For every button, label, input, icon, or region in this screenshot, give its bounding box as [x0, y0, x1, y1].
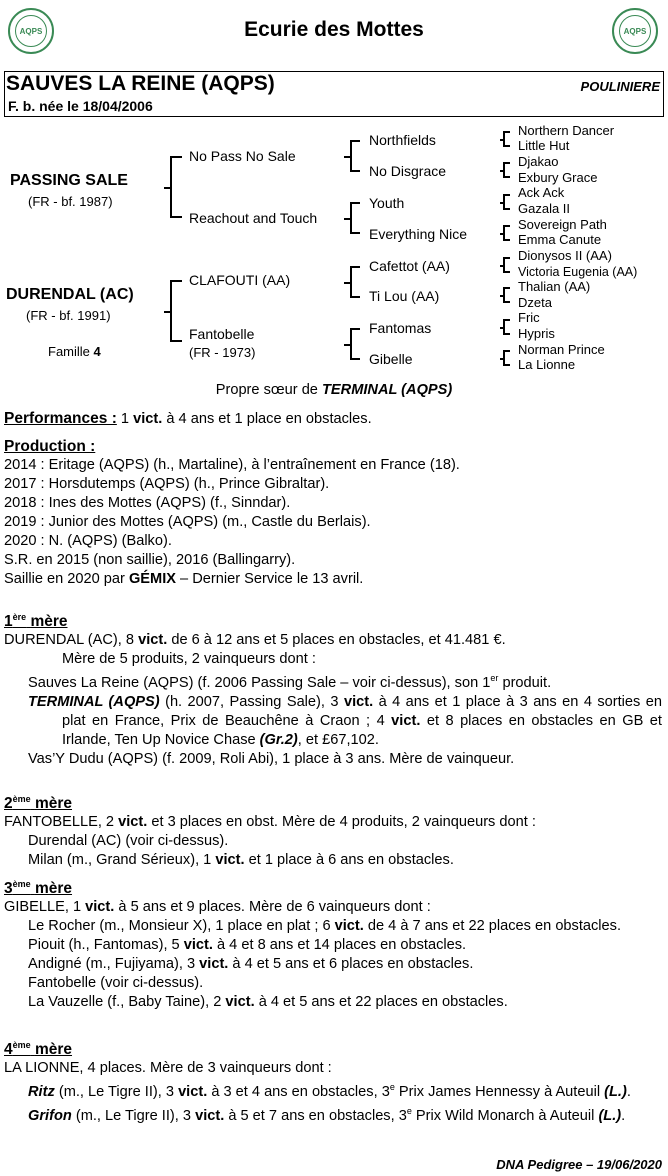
dam-info: (FR - bf. 1991) — [26, 308, 111, 323]
production-line: 2017 : Horsdutemps (AQPS) (h., Prince Gibraltar). — [4, 476, 330, 492]
mere-2-produit: Durendal (AC) (voir ci-dessus). — [28, 833, 229, 850]
gen4-name: Victoria Eugenia (AA) — [518, 265, 638, 279]
bracket-gen2 — [350, 202, 360, 234]
bracket-gen3 — [503, 319, 510, 335]
famille-number: 4 — [93, 344, 101, 359]
mere-3-produit: La Vauzelle (f., Baby Taine), 2 vict. à 4 et 5 ans et 22 places en obstacles. — [28, 994, 508, 1011]
production — [4, 437, 662, 589]
production-line: 2018 : Ines des Mottes (AQPS) (f., Sinndar). — [4, 495, 291, 511]
propre-soeur-name: TERMINAL (AQPS) — [322, 382, 453, 398]
gen4-name: Norman Prince — [518, 342, 605, 357]
gen4-name: Sovereign Path — [518, 217, 607, 232]
bracket-gen2 — [350, 328, 360, 360]
gen4-name: Ack Ack — [518, 185, 565, 200]
mere-1-produit: Sauves La Reine (AQPS) (f. 2006 Passing Sale – voir ci-dessus), son 1er produit. — [28, 673, 552, 692]
gen4-name: Little Hut — [518, 138, 570, 153]
bracket-gen3 — [503, 257, 510, 273]
gen3-name: Fantomas — [369, 320, 432, 336]
gen3-name: Gibelle — [369, 351, 413, 367]
gen3-name: No Disgrace — [369, 163, 447, 179]
gen4-name: Dzeta — [518, 295, 552, 310]
dam-name: DURENDAL (AC) — [6, 286, 134, 303]
mere-2-heading: 2ème mère — [4, 794, 73, 813]
gen4-name: Fric — [518, 310, 540, 325]
gen2-name: CLAFOUTI (AA) — [189, 272, 291, 288]
production-line: S.R. en 2015 (non saillie), 2016 (Ballingarry). — [4, 552, 296, 568]
mere-4-produit: Ritz (m., Le Tigre II), 3 vict. à 3 et 4 ans en obstacles, 3e Prix James Hennessy à Auteuil (L.). — [28, 1082, 631, 1101]
production-line: 2014 : Eritage (AQPS) (h., Martaline), à l’entraînement en France (18). — [4, 457, 460, 473]
mere-4-produit: Grifon (m., Le Tigre II), 3 vict. à 5 et 7 ans en obstacles, 3e Prix Wild Monarch à Auteuil (L.). — [28, 1106, 626, 1124]
horse-birth: F. b. née le 18/04/2006 — [8, 98, 153, 114]
propre-soeur: Propre sœur de TERMINAL (AQPS) — [215, 382, 453, 398]
performances-heading: Performances : — [4, 410, 117, 427]
bracket-gen3 — [503, 350, 510, 366]
mere-3-heading: 3ème mère — [4, 879, 73, 898]
gen3-name: Cafettot (AA) — [369, 258, 450, 274]
mere-3-intro: GIBELLE, 1 vict. à 5 ans et 9 places. Mère de 6 vainqueurs dont : — [4, 899, 431, 916]
mere-4-heading: 4ème mère — [4, 1040, 73, 1059]
sire-name: PASSING SALE — [10, 172, 128, 189]
production-line: 2020 : N. (AQPS) (Balko). — [4, 533, 172, 549]
mere-2-intro: FANTOBELLE, 2 vict. et 3 places en obst. Mère de 4 produits, 2 vainqueurs dont : — [4, 814, 536, 831]
logo-emblem: AQPS — [619, 15, 651, 47]
gen4-name: Exbury Grace — [518, 170, 598, 185]
gen2-note: (FR - 1973) — [189, 345, 256, 360]
mere-1-produit: TERMINAL (AQPS) (h. 2007, Passing Sale), 3 vict. à 4 ans et 1 place à 3 ans en 4 sorties en plat en France, Prix de Beauchêne à Craon ; 4 vict. et 8 places en obstacles en GB et Irlande, Ten Up Novice Chase (Gr.2), et £67,102. — [28, 694, 663, 749]
mere-3-produit: Fantobelle (voir ci-dessus). — [28, 975, 204, 992]
gen3-name: Youth — [369, 195, 405, 211]
bracket-gen3 — [503, 194, 510, 210]
mere-3-produit: Andigné (m., Fujiyama), 3 vict. à 4 et 5 ans et 6 places en obstacles. — [28, 956, 474, 973]
performances: Performances : 1 vict. à 4 ans et 1 place en obstacles. — [4, 410, 372, 427]
mere-2-section — [4, 790, 662, 870]
mere-3-produit: Piouit (h., Fantomas), 5 vict. à 4 et 8 ans et 14 places en obstacles. — [28, 937, 467, 954]
gen4-name: Dionysos II (AA) — [518, 248, 612, 263]
production-line: 2019 : Junior des Mottes (AQPS) (m., Castle du Berlais). — [4, 514, 371, 530]
mere-4-section — [4, 1036, 662, 1126]
bracket-dam — [170, 280, 182, 342]
gen4-name: Djakao — [518, 154, 559, 169]
gen4-name: Emma Canute — [518, 232, 602, 247]
production-heading: Production : — [4, 438, 96, 455]
mere-1-intro: DURENDAL (AC), 8 vict. de 6 à 12 ans et 5 places en obstacles, et 41.481 €. — [4, 632, 506, 649]
saillie-stallion: GÉMIX — [128, 571, 176, 587]
sire-info: (FR - bf. 1987) — [28, 194, 113, 209]
page-title: Ecurie des Mottes — [244, 18, 424, 41]
bracket-gen3 — [503, 162, 510, 178]
bracket-sire — [170, 156, 182, 218]
mere-1-section — [4, 608, 662, 769]
bracket-gen3 — [503, 225, 510, 241]
gen2-name: Fantobelle — [189, 326, 255, 342]
mere-4-intro: LA LIONNE, 4 places. Mère de 3 vainqueurs dont : — [4, 1060, 332, 1077]
gen3-name: Northfields — [369, 132, 436, 148]
gen4-name: Northern Dancer — [518, 123, 615, 138]
mere-3-section — [4, 875, 662, 1012]
gen4-name: Gazala II — [518, 201, 571, 216]
bracket-gen3 — [503, 131, 510, 147]
saillie-line: Saillie en 2020 par GÉMIX – Dernier Service le 13 avril. — [4, 571, 364, 587]
footer-credit: DNA Pedigree – 19/06/2020 — [496, 1157, 662, 1172]
mere-2-produit: Milan (m., Grand Sérieux), 1 vict. et 1 place à 6 ans en obstacles. — [28, 852, 454, 869]
logo-emblem: AQPS — [15, 15, 47, 47]
gen4-name: Hypris — [518, 326, 555, 341]
horse-name: SAUVES LA REINE (AQPS) — [6, 72, 275, 95]
gen2-name: No Pass No Sale — [189, 148, 296, 164]
gen4-name: Thalian (AA) — [518, 279, 591, 294]
mere-3-produit: Le Rocher (m., Monsieur X), 1 place en plat ; 6 vict. de 4 à 7 ans et 22 places en obstacles. — [28, 918, 622, 935]
gen3-name: Ti Lou (AA) — [369, 288, 440, 304]
gen2-name: Reachout and Touch — [189, 210, 318, 226]
mere-1-produits: Mère de 5 produits, 2 vainqueurs dont : — [62, 651, 316, 668]
bracket-gen2 — [350, 140, 360, 172]
gen3-name: Everything Nice — [369, 226, 468, 242]
famille-label: Famille — [48, 344, 90, 359]
bracket-gen2 — [350, 266, 360, 298]
mere-1-produit: Vas’Y Dudu (AQPS) (f. 2009, Roli Abi), 1 place à 3 ans. Mère de vainqueur. — [28, 751, 515, 768]
bracket-gen3 — [503, 287, 510, 303]
gen4-name: La Lionne — [518, 357, 576, 372]
horse-status: POULINIERE — [580, 79, 660, 94]
mere-1-heading: 1ère mère — [4, 612, 68, 631]
famille — [48, 344, 101, 359]
